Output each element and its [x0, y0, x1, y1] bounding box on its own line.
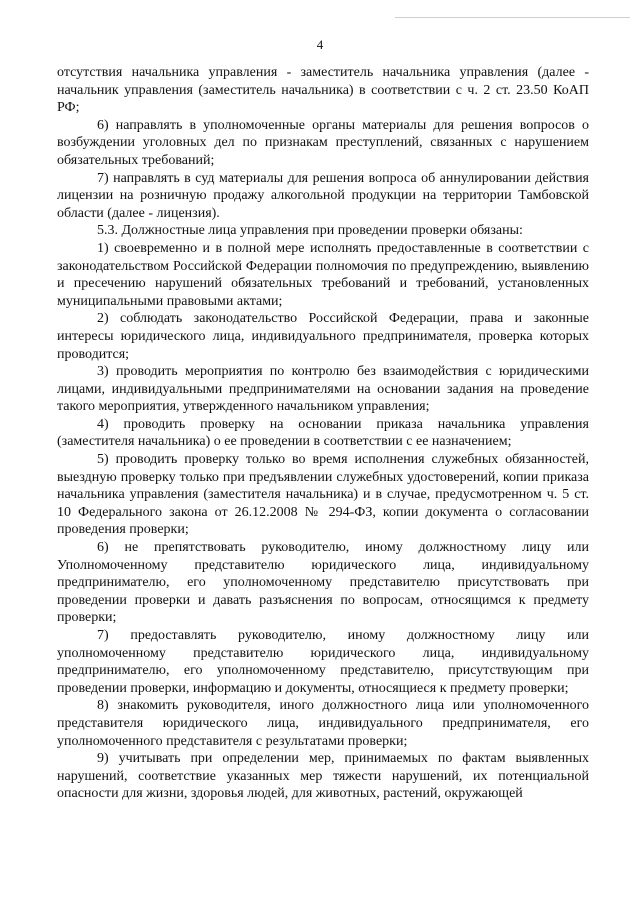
paragraph-item-6-refer-materials: 6) направлять в уполномоченные органы материалы для решения вопросов о возбуждении уголовных дел по признакам преступлений, связанных с нарушением обязательных требований;	[57, 117, 589, 168]
page-number: 4	[316, 37, 324, 52]
paragraph-duty-2: 2) соблюдать законодательство Российской Федерации, права и законные интересы юридического лица, индивидуального предпринимателя, проверка которых проводится;	[57, 311, 589, 362]
paragraph-duty-9: 9) учитывать при определении мер, принимаемых по фактам выявленных нарушений, соответствие указанных мер тяжести нарушений, их потенциальной опасности для жизни, здоровья людей, для животных, растений, окружающей	[57, 751, 589, 802]
paragraph-duty-8: 8) знакомить руководителя, иного должностного лица или уполномоченного представителя юридического лица, индивидуального предпринимателя, его уполномоченного представителя с результатами проверки;	[57, 698, 589, 749]
paragraph-duty-6: 6) не препятствовать руководителю, иному должностному лицу или Уполномоченному представителю юридического лица, индивидуальному предпринимателю, его уполномоченному представителю присутствовать при проведении проверки и давать разъяснения по вопросам, относящимся к предмету проверки;	[57, 540, 589, 626]
paragraph-item-7-court-license: 7) направлять в суд материалы для решения вопроса об аннулировании действия лицензии на розничную продажу алкогольной продукции на территории Тамбовской области (далее - лицензия).	[57, 170, 589, 221]
paragraph-section-5-3: 5.3. Должностные лица управления при проведении проверки обязаны:	[97, 223, 523, 239]
paragraph-duty-7: 7) предоставлять руководителю, иному должностному лицу или уполномоченному представителю юридического лица, индивидуальному предпринимателю, его уполномоченному представителю, присутствующим при проведении проверки, информацию и документы, относящиеся к предмету проверки;	[57, 628, 589, 696]
paragraph-duty-1: 1) своевременно и в полной мере исполнять предоставленные в соответствии с законодательством Российской Федерации полномочия по предупреждению, выявлению и пресечению нарушений обязательных требований и требований, установленных муниципальными правовыми актами;	[57, 240, 589, 309]
paragraph-duty-3: 3) проводить мероприятия по контролю без взаимодействия с юридическими лицами, индивидуальными предпринимателями на основании задания на проведение такого мероприятия, утвержденного начальником управления;	[57, 364, 589, 415]
paragraph-duty-4: 4) проводить проверку на основании приказа начальника управления (заместителя начальника) о ее проведении в соответствии с ее назначением;	[57, 416, 589, 450]
paragraph-continuation: отсутствия начальника управления - заместитель начальника управления (далее - начальник управления (заместитель начальника) в соответствии с ч. 2 ст. 23.50 КоАП РФ;	[57, 65, 589, 116]
top-rule-line	[395, 17, 630, 18]
document-body	[57, 64, 589, 803]
paragraph-duty-5: 5) проводить проверку только во время исполнения служебных обязанностей, выездную проверку только при предъявлении служебных удостоверений, копии приказа начальника управления (заместителя начальника) и в случае, предусмотренном ч. 5 ст. 10 Федерального закона от 26.12.2008 № 294-ФЗ, копии документа о согласовании проведения проверки;	[57, 452, 589, 538]
